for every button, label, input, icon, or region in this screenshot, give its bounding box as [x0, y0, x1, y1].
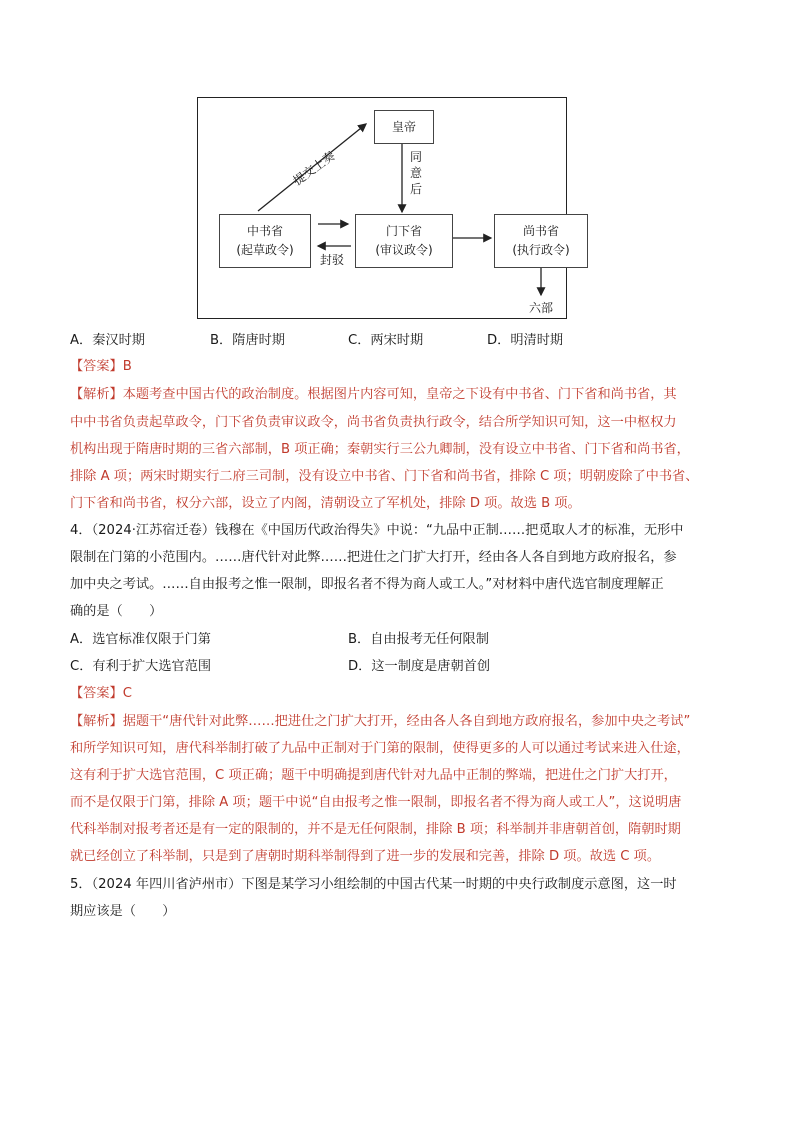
q4-answer-tag: 【答案】 — [70, 686, 123, 701]
shangshu-role: (执行政令) — [512, 243, 570, 257]
q4-analysis-line: 就已经创立了科举制，只是到了唐朝时期科举制得到了进一步的发展和完善，排除 D 项。故选 C 项。 — [70, 849, 661, 864]
zhongshu-role: (起草政令) — [236, 243, 294, 257]
q3-answer — [70, 357, 132, 377]
q5-stem-line: 期应该是（ ） — [70, 904, 176, 919]
q4-analysis-line: 和所学知识可知，唐代科举制打破了九品中正制对于门第的限制，使得更多的人可以通过考试来进入仕途， — [70, 741, 690, 756]
q4-analysis-line: 【解析】据题干“唐代针对此弊……把进仕之门扩大打开，经由各人各自到地方政府报名，参加中央之考试” — [70, 714, 691, 729]
q3-analysis-tag: 【解析】 — [70, 387, 123, 402]
q4-stem-line: 限制在门第的小范围内。……唐代针对此弊……把进仕之门扩大打开，经由各人各自到地方政府报名，参 — [70, 550, 677, 565]
q4-stem-line: 4．（2024·江苏宿迁卷）钱穆在《中国历代政治得失》中说：“九品中正制……把觅取人才的标准，无形中 — [70, 523, 684, 538]
q3-analysis-line: 中中书省负责起草政令，门下省负责审议政令，尚书省负责执行政令，结合所学知识可知，这一中枢权力 — [70, 415, 677, 430]
three-departments-diagram — [197, 97, 570, 319]
q3-answer-value: B — [122, 359, 132, 374]
q4-option-c: C．有利于扩大选官范围 — [70, 659, 212, 674]
q4-analysis-line: 代科举制对报考者还是有一定的限制的，并不是无任何限制，排除 B 项；科举制并非唐朝首创，隋朝时期 — [70, 822, 681, 837]
approve-label: 同意后 — [409, 150, 422, 196]
shangshu-name: 尚书省 — [522, 224, 559, 238]
q3-analysis-line: 门下省和尚书省，权分六部，设立了内阁，清朝设立了军机处，排除 D 项。故选 B 项。 — [70, 496, 581, 511]
shangshu-box — [494, 214, 588, 268]
q4-analysis-line: 这有利于扩大选官范围，C 项正确；题干中明确提到唐代针对九品中正制的弊端，把进仕之门扩大打开， — [70, 768, 677, 783]
menxia-box — [355, 214, 453, 268]
q5-stem-line: 5．（2024 年四川省泸州市）下图是某学习小组绘制的中国古代某一时期的中央行政制度示意图，这一时 — [70, 877, 677, 892]
q3-option-a: A．秦汉时期 — [70, 333, 145, 348]
q3-option-b: B．隋唐时期 — [210, 333, 285, 348]
q4-option-a: A．选官标准仅限于门第 — [70, 632, 211, 647]
q3-option-c: C．两宋时期 — [348, 333, 424, 348]
emperor-label: 皇帝 — [391, 119, 416, 134]
q3-analysis-line: 【解析】本题考查中国古代的政治制度。根据图片内容可知，皇帝之下设有中书省、门下省和尚书省，其 — [70, 387, 677, 402]
q4-analysis-tag: 【解析】 — [70, 714, 123, 729]
q3-option-d: D．明清时期 — [487, 333, 564, 348]
q4-stem-line: 加中央之考试。……自由报考之惟一限制，即报名者不得为商人或工人。”对材料中唐代选官制度理解正 — [70, 577, 664, 592]
menxia-name: 门下省 — [385, 224, 422, 238]
reject-label: 封驳 — [320, 253, 345, 267]
menxia-role: (审议政令) — [375, 243, 433, 257]
q4-analysis-line: 而不是仅限于门第，排除 A 项；题干中说“自由报考之惟一限制，即报名者不得为商人或工人”，这说明唐 — [70, 795, 682, 810]
q4-stem-line: 确的是（ ） — [70, 604, 163, 619]
q3-analysis-line: 机构出现于隋唐时期的三省六部制，B 项正确；秦朝实行三公九卿制，没有设立中书省、门下省和尚书省， — [70, 442, 690, 457]
zhongshu-box — [219, 214, 311, 268]
emperor-box — [374, 110, 434, 144]
q3-answer-tag: 【答案】 — [70, 359, 123, 374]
q4-answer-value: C — [122, 686, 132, 701]
q4-option-b: B．自由报考无任何限制 — [348, 632, 489, 647]
zhongshu-name: 中书省 — [246, 224, 283, 238]
q4-answer — [70, 684, 132, 704]
q4-option-d: D．这一制度是唐朝首创 — [348, 659, 491, 674]
submit-label: 提交上奏 — [290, 148, 338, 189]
q3-analysis-line: 排除 A 项；两宋时期实行二府三司制，没有设立中书省、门下省和尚书省，排除 C 项；明朝废除了中书省、 — [70, 469, 699, 484]
six-ministries-label: 六部 — [529, 301, 554, 315]
